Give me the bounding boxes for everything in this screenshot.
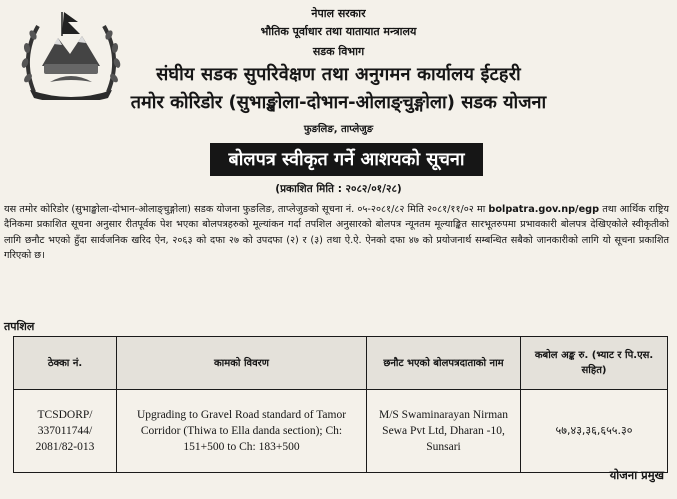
project-title: तमोर कोरिडोर (सुभाङ्खोला-दोभान-ओलाङ्चुङ्गोला) सडक योजना <box>130 92 547 113</box>
table-header-row <box>14 337 668 390</box>
body-text-part1: यस तमोर कोरिडोर (सुभाङ्खोला-दोभान-ओलाङ्चुङ्गोला) सडक योजना फुङलिङ, ताप्लेजुङको सूचना नं. ०५-२०८१/८२ मिति २०८१/११/०२ मा <box>4 204 486 215</box>
table-row <box>14 390 668 473</box>
notice-title-banner: बोलपत्र स्वीकृत गर्ने आशयको सूचना <box>210 143 483 176</box>
header-amount: कबोल अङ्क रु. (भ्याट र पि.एस. सहित) <box>521 337 668 390</box>
department-title: सडक विभाग <box>312 45 365 58</box>
header-bidder: छनौट भएको बोलपत्रदाताको नाम <box>367 337 521 390</box>
header-contract-no: ठेक्का नं. <box>14 337 117 390</box>
body-text-part2: तथा आर्थिक राष्ट्रिय दैनिकमा प्रकाशित सूचना अनुसार रीतपूर्वक पेश भएका बोलपत्रहरुको मूल्यांकन गर्दा तपशिल अनुसारको बोलपत्र न्यूनतम मूल्याङ्कित सारभूतरुपमा प्रभावकारी बोलपत्र देखिएकोले स्वीकृतीको लागि छनौट भएको हुँदा सार्वजनिक खरिद ऐन, २०६३ को दफा २७ को उपदफा (२) र (३) तथा ऐ.ऐ. ऐनको दफा ४७ को प्रयोजनार्थ सम्बन्धित सबैको जानकारीको लागि यो सूचना प्रकाशित गरिएको छ। <box>4 204 669 262</box>
cell-bidder: M/S Swaminarayan Nirman Sewa Pvt Ltd, Dharan -10, Sunsari <box>367 390 521 473</box>
signatory: योजना प्रमुख <box>609 468 664 482</box>
cell-description: Upgrading to Gravel Road standard of Tamor Corridor (Thiwa to Ella danda section); Ch: 151+500 to Ch: 183+500 <box>117 390 367 473</box>
ministry-title: भौतिक पूर्वाधार तथा यातायात मन्त्रालय <box>260 25 417 38</box>
egp-link[interactable]: bolpatra.gov.np/egp <box>488 204 600 215</box>
header-description: कामको विवरण <box>117 337 367 390</box>
notice-body <box>4 202 669 264</box>
published-date: (प्रकाशित मिति : २०८२/०१/२८) <box>275 183 402 195</box>
cell-contract-no: TCSDORP/ 337011744/ 2081/82-013 <box>14 390 117 473</box>
schedule-label: तपशिल <box>4 320 35 333</box>
bid-table <box>13 336 668 473</box>
office-title: संघीय सडक सुपरिवेक्षण तथा अनुगमन कार्यालय ईटहरी <box>156 64 521 85</box>
government-title: नेपाल सरकार <box>311 7 366 20</box>
location-text: फुङलिङ, ताप्लेजुङ <box>303 124 374 135</box>
cell-amount: ५७,४३,३६,६५५.३० <box>521 390 668 473</box>
